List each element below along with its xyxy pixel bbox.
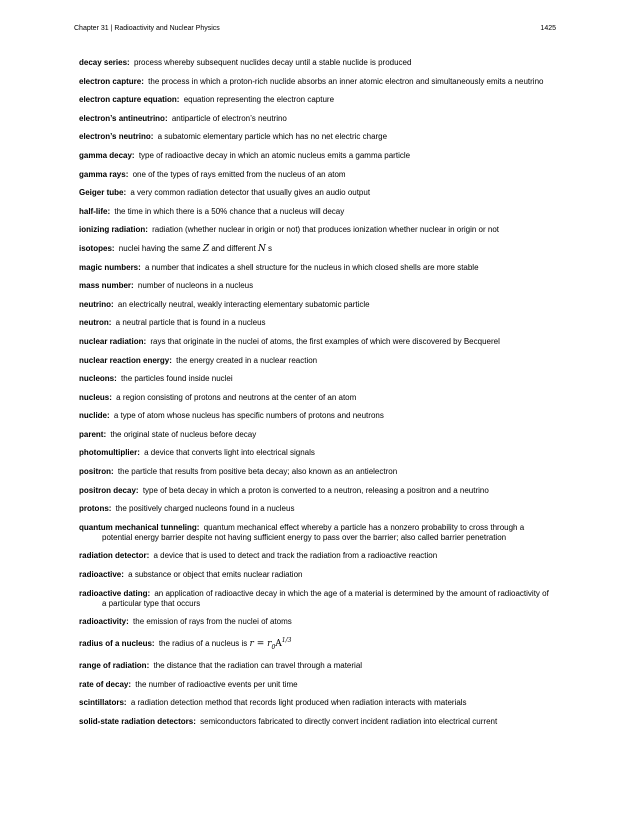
glossary-term: electron capture: [79, 76, 144, 86]
definition-text: s [268, 243, 273, 253]
glossary-entry [79, 570, 549, 580]
glossary-entry [79, 411, 549, 421]
glossary-term: gamma rays: [79, 169, 129, 179]
glossary-definition: a subatomic elementary particle which has no net electric charge [157, 132, 388, 142]
glossary-definition: the distance that the radiation can travel through a material [153, 661, 363, 671]
glossary-definition: the emission of rays from the nuclei of atoms [133, 617, 292, 627]
glossary-term: electron capture equation: [79, 95, 180, 105]
glossary-entry [79, 617, 549, 627]
glossary-definition: quantum mechanical effect whereby a particle has a nonzero probability to cross through a potential energy barrier despite not having sufficient energy to pass over the barrier; also called barrier penetration [102, 522, 525, 542]
glossary-entry [79, 661, 549, 671]
glossary-definition: rays that originate in the nuclei of atoms, the first examples of which were discovered by Becquerel [150, 336, 500, 346]
glossary-term: quantum mechanical tunneling: [79, 522, 200, 532]
glossary-definition: equation representing the electron capture [183, 95, 335, 105]
glossary-entry [79, 486, 549, 496]
glossary-entry [79, 207, 549, 217]
glossary-list [79, 58, 549, 736]
glossary-term: nuclear radiation: [79, 336, 147, 346]
glossary-entry [79, 170, 549, 180]
glossary-term: solid-state radiation detectors: [79, 716, 196, 726]
glossary-definition: type of beta decay in which a proton is converted to a neutron, releasing a positron and a neutrino [142, 485, 489, 495]
glossary-definition: a region consisting of protons and neutrons at the center of an atom [116, 392, 357, 402]
glossary-entry [79, 114, 549, 124]
glossary-definition [158, 636, 292, 651]
glossary-entry [79, 77, 549, 87]
nuclear-radius-formula [249, 636, 292, 651]
glossary-definition: type of radioactive decay in which an atomic nucleus emits a gamma particle [138, 150, 411, 160]
glossary-definition: a device that is used to detect and track the radiation from a radioactive reaction [153, 551, 438, 561]
formula-equals: = [256, 638, 265, 649]
glossary-definition: a type of atom whose nucleus has specific numbers of protons and neutrons [113, 411, 384, 421]
glossary-definition: the process in which a proton-rich nuclide absorbs an inner atomic electron and simultaneously emits a neutrino [148, 76, 544, 86]
glossary-term: gamma decay: [79, 150, 135, 160]
glossary-term: nuclide: [79, 411, 110, 421]
glossary-entry [79, 244, 549, 254]
glossary-term: nucleus: [79, 392, 112, 402]
formula-a: A [275, 638, 282, 649]
math-symbol-n: N [257, 243, 266, 254]
glossary-term: mass number: [79, 281, 134, 291]
glossary-entry [79, 551, 549, 561]
glossary-definition: the original state of nucleus before decay [110, 429, 257, 439]
glossary-entry [79, 374, 549, 384]
glossary-term: photomultiplier: [79, 448, 140, 458]
glossary-entry [79, 318, 549, 328]
page-header [74, 25, 556, 32]
page-number: 1425 [540, 25, 556, 32]
glossary-entry [79, 188, 549, 198]
glossary-entry [79, 337, 549, 347]
glossary-term: ionizing radiation: [79, 225, 148, 235]
glossary-entry [79, 589, 549, 609]
glossary-definition: semiconductors fabricated to directly convert incident radiation into electrical current [200, 716, 498, 726]
glossary-term: neutrino: [79, 299, 114, 309]
glossary-entry [79, 281, 549, 291]
glossary-entry [79, 95, 549, 105]
glossary-definition: number of nucleons in a nucleus [137, 281, 254, 291]
glossary-definition [119, 244, 272, 253]
glossary-entry [79, 263, 549, 273]
glossary-definition: the positively charged nucleons found in a nucleus [115, 504, 295, 514]
glossary-term: neutron: [79, 318, 112, 328]
glossary-term: protons: [79, 504, 112, 514]
formula-subscript: 0 [271, 643, 276, 651]
definition-text: nuclei having the same [118, 243, 201, 253]
formula-r0: r [267, 638, 272, 649]
glossary-entry [79, 467, 549, 477]
glossary-entry [79, 132, 549, 142]
glossary-entry [79, 300, 549, 310]
glossary-definition: a number that indicates a shell structure for the nucleus in which closed shells are more stable [145, 262, 479, 272]
glossary-definition: a radiation detection method that records light produced when radiation interacts with materials [130, 698, 467, 708]
glossary-definition: the number of radioactive events per unit time [135, 679, 298, 689]
glossary-entry [79, 151, 549, 161]
glossary-definition: process whereby subsequent nuclides decay until a stable nuclide is produced [133, 58, 412, 67]
glossary-term: nucleons: [79, 374, 117, 384]
glossary-term: positron decay: [79, 485, 139, 495]
glossary-term: parent: [79, 429, 107, 439]
glossary-entry [79, 636, 549, 653]
glossary-term: half-life: [79, 206, 111, 216]
glossary-entry [79, 680, 549, 690]
glossary-entry [79, 523, 549, 543]
glossary-entry [79, 225, 549, 235]
glossary-term: radioactivity: [79, 617, 129, 627]
glossary-definition: the energy created in a nuclear reaction [176, 355, 318, 365]
glossary-term: Geiger tube: [79, 188, 127, 198]
glossary-term: magic numbers: [79, 262, 141, 272]
glossary-term: rate of decay: [79, 679, 132, 689]
glossary-definition: an electrically neutral, weakly interacting elementary subatomic particle [117, 299, 370, 309]
glossary-entry [79, 698, 549, 708]
glossary-definition: radiation (whether nuclear in origin or not) that produces ionization whether nuclear in origin or not [152, 225, 499, 235]
glossary-definition: antiparticle of electron’s neutrino [171, 113, 287, 123]
glossary-term: electron’s neutrino: [79, 132, 154, 142]
glossary-definition: a substance or object that emits nuclear radiation [128, 570, 303, 580]
glossary-term: radius of a nucleus: [79, 638, 155, 648]
definition-text: the radius of a nucleus is [158, 638, 248, 648]
glossary-term: positron: [79, 467, 114, 477]
glossary-entry [79, 504, 549, 514]
glossary-term: nuclear reaction energy: [79, 355, 172, 365]
glossary-definition: a device that converts light into electrical signals [144, 448, 315, 458]
glossary-entry [79, 356, 549, 366]
glossary-definition: a neutral particle that is found in a nucleus [115, 318, 266, 328]
glossary-term: range of radiation: [79, 661, 150, 671]
glossary-entry [79, 430, 549, 440]
formula-exponent: 1/3 [281, 636, 292, 644]
glossary-term: radioactive dating: [79, 588, 151, 598]
glossary-term: decay series: [79, 58, 130, 67]
glossary-definition: a very common radiation detector that usually gives an audio output [130, 188, 371, 198]
glossary-term: radioactive: [79, 570, 124, 580]
definition-text: and different [211, 243, 256, 253]
glossary-term: isotopes: [79, 243, 115, 253]
glossary-definition: an application of radioactive decay in which the age of a material is determined by the amount of radioactivity of a particular type that occurs [102, 588, 549, 608]
glossary-term: scintillators: [79, 698, 127, 708]
glossary-term: electron’s antineutrino: [79, 113, 168, 123]
glossary-definition: the time in which there is a 50% chance that a nucleus will decay [114, 206, 345, 216]
glossary-entry [79, 58, 549, 68]
glossary-definition: the particles found inside nuclei [121, 374, 233, 384]
formula-r: r [249, 638, 254, 649]
glossary-term: radiation detector: [79, 551, 150, 561]
math-symbol-z: Z [202, 243, 210, 254]
glossary-entry [79, 448, 549, 458]
glossary-entry [79, 717, 549, 727]
glossary-entry [79, 393, 549, 403]
glossary-definition: the particle that results from positive beta decay; also known as an antielectron [117, 467, 398, 477]
chapter-label: Chapter 31 | Radioactivity and Nuclear Physics [74, 25, 220, 32]
glossary-definition: one of the types of rays emitted from the nucleus of an atom [132, 169, 346, 179]
